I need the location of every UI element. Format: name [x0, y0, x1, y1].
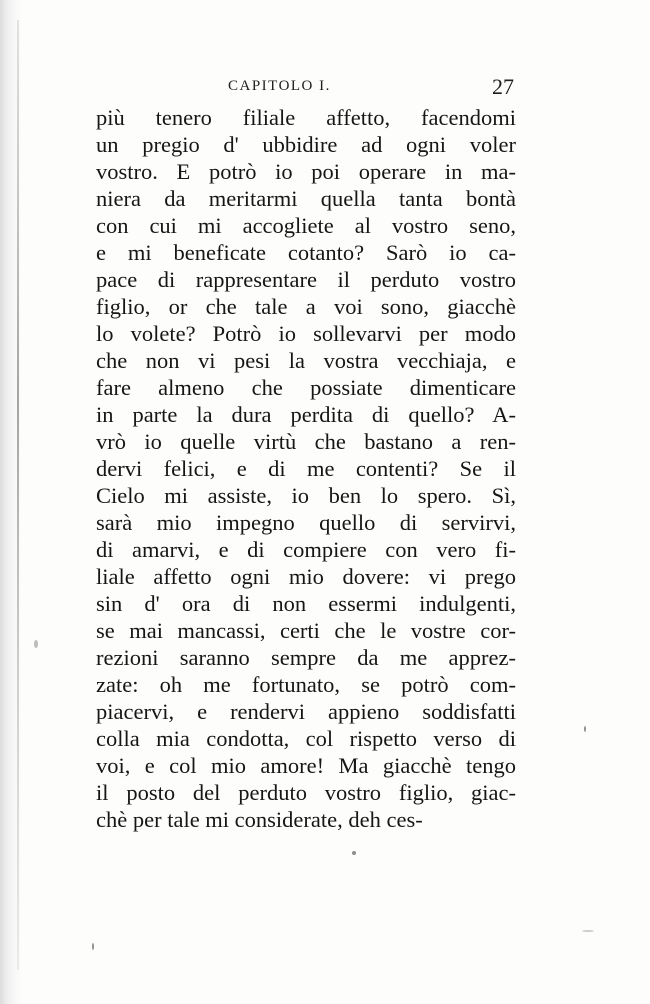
text-line: vrò io quelle virtù che bastano a ren- [96, 429, 516, 454]
text-line: se mai mancassi, certi che le vostre cor- [96, 618, 516, 643]
page-number: 27 [492, 74, 514, 99]
text-line: di amarvi, e di compiere con vero fi- [96, 537, 516, 562]
text-line: in parte la dura perdita di quello? A- [96, 402, 516, 427]
text-line: lo volete? Potrò io sollevarvi per modo [96, 321, 516, 346]
scan-speck [582, 930, 594, 932]
text-line: con cui mi accogliete al vostro seno, [96, 213, 516, 238]
text-line: chè per tale mi considerate, deh ces- [96, 807, 423, 832]
text-line: sin d' ora di non essermi indulgenti, [96, 591, 516, 616]
text-line: zate: oh me fortunato, se potrò com- [96, 672, 516, 697]
text-line: vostro. E potrò io poi operare in ma- [96, 159, 516, 184]
text-line: figlio, or che tale a voi sono, giacchè [96, 294, 516, 319]
scan-speck [352, 851, 356, 855]
text-line: dervi felici, e di me contenti? Se il [96, 456, 516, 481]
scan-speck [92, 943, 94, 950]
scan-speck [34, 640, 38, 648]
text-line: fare almeno che possiate dimenticare [96, 375, 516, 400]
text-line: liale affetto ogni mio dovere: vi prego [96, 564, 516, 589]
body-text [96, 104, 516, 833]
text-line: che non vi pesi la vostra vecchiaja, e [96, 348, 516, 373]
text-line: piacervi, e rendervi appieno soddisfatti [96, 699, 516, 724]
text-line: Cielo mi assiste, io ben lo spero. Sì, [96, 483, 516, 508]
text-line: voi, e col mio amore! Ma giacchè tengo [96, 753, 516, 778]
text-line: pace di rappresentare il perduto vostro [96, 267, 516, 292]
text-line: niera da meritarmi quella tanta bontà [96, 186, 516, 211]
running-header [98, 74, 514, 100]
text-line: più tenero filiale affetto, facendomi [96, 105, 516, 130]
text-line: colla mia condotta, col rispetto verso di [96, 726, 516, 751]
text-line: il posto del perduto vostro figlio, giac- [96, 780, 516, 805]
text-line: rezioni saranno sempre da me apprez- [96, 645, 516, 670]
text-line: un pregio d' ubbidire ad ogni voler [96, 132, 516, 157]
chapter-title: CAPITOLO I. [228, 78, 331, 94]
text-line: e mi beneficate cotanto? Sarò io ca- [96, 240, 516, 265]
scan-speck [584, 726, 586, 732]
text-line: sarà mio impegno quello di servirvi, [96, 510, 516, 535]
binding-shadow-line [17, 20, 19, 970]
